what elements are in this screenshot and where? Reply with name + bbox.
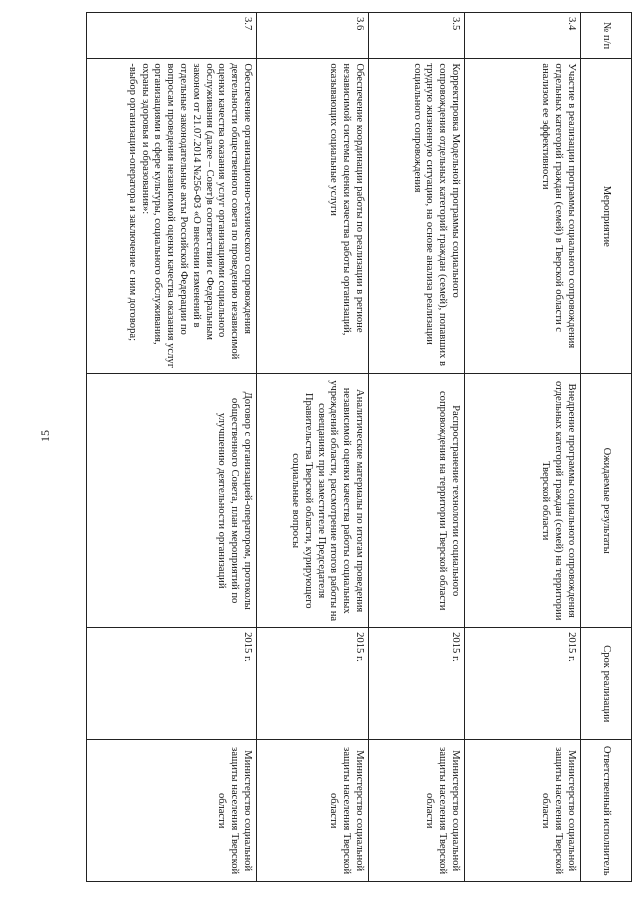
row-activity: Участие в реализации программы социального сопровождения отдельных категорий граждан (семей) в Тверской области с анализом ее эффективности	[465, 59, 581, 374]
row-activity: Корректировка Модельной программы социального сопровождения отдельных категорий граждан (семей), попавших в трудную жизненную ситуацию, на основе анализа реализации социального сопровождения	[369, 59, 465, 374]
row-executor: Министерство социальной защиты населения Тверской области	[465, 740, 581, 882]
row-activity	[87, 59, 257, 374]
row-activity-extra: -выбор организации-оператора и заключение с ним договора;	[126, 63, 138, 342]
table-header-row	[581, 13, 632, 882]
activities-table	[86, 12, 632, 882]
header-executor: Ответственный исполнитель	[581, 740, 632, 882]
row-deadline: 2015 г.	[369, 628, 465, 740]
row-num: 3.4	[465, 13, 581, 59]
row-activity-main: Обеспечение организационно-технического сопровождения деятельности общественного совета по проведению независимой оценки качества оказания услуг организациями социального обслуживания (далее – Совет)в соответствии с Федеральным законом от 21.07.2014 №256-ФЗ «О внесении изменений в отдельные законодательные акты Российской Федерации по вопросам проведения независимой оценки качества оказания услуг организациями в сфере культуры, социального обслуживания, охраны здоровья и образования»:	[139, 63, 253, 369]
header-num: № п/п	[581, 13, 632, 59]
header-deadline: Срок реализации	[581, 628, 632, 740]
table-row	[369, 13, 465, 882]
rotated-table-container	[72, 12, 632, 882]
row-executor: Министерство социальной защиты населения Тверской области	[257, 740, 369, 882]
table-row	[87, 13, 257, 882]
row-num: 3.7	[87, 13, 257, 59]
header-activity: Мероприятие	[581, 59, 632, 374]
row-executor: Министерство социальной защиты населения Тверской области	[87, 740, 257, 882]
table-row	[257, 13, 369, 882]
row-results: Аналитические материалы по итогам проведения независимой оценки качества работы социальных учреждений области, рассмотрение итогов работы на совещаниях при заместителе Председателя Правительства Тверской области, курирующего социальные вопросы	[257, 374, 369, 628]
row-deadline: 2015 г.	[465, 628, 581, 740]
table-row	[465, 13, 581, 882]
row-activity: Обеспечение координации работы по реализации в регионе независимой системы оценки качества работы организаций, оказывающих социальные услуги	[257, 59, 369, 374]
header-results: Ожидаемые результаты	[581, 374, 632, 628]
row-num: 3.6	[257, 13, 369, 59]
row-num: 3.5	[369, 13, 465, 59]
row-executor: Министерство социальной защиты населения Тверской области	[369, 740, 465, 882]
row-deadline: 2015 г.	[257, 628, 369, 740]
row-deadline: 2015 г.	[87, 628, 257, 740]
row-results: Договор с организацией-оператором, протоколы общественного Совета, план мероприятий по улучшению деятельности организаций	[87, 374, 257, 628]
page-number: 15	[38, 430, 52, 442]
row-results: Внедрение программы социального сопровождения отдельных категорий граждан (семей) на территории Тверской области	[465, 374, 581, 628]
row-results: Распространение технологии социального сопровождения на территории Тверской области	[369, 374, 465, 628]
